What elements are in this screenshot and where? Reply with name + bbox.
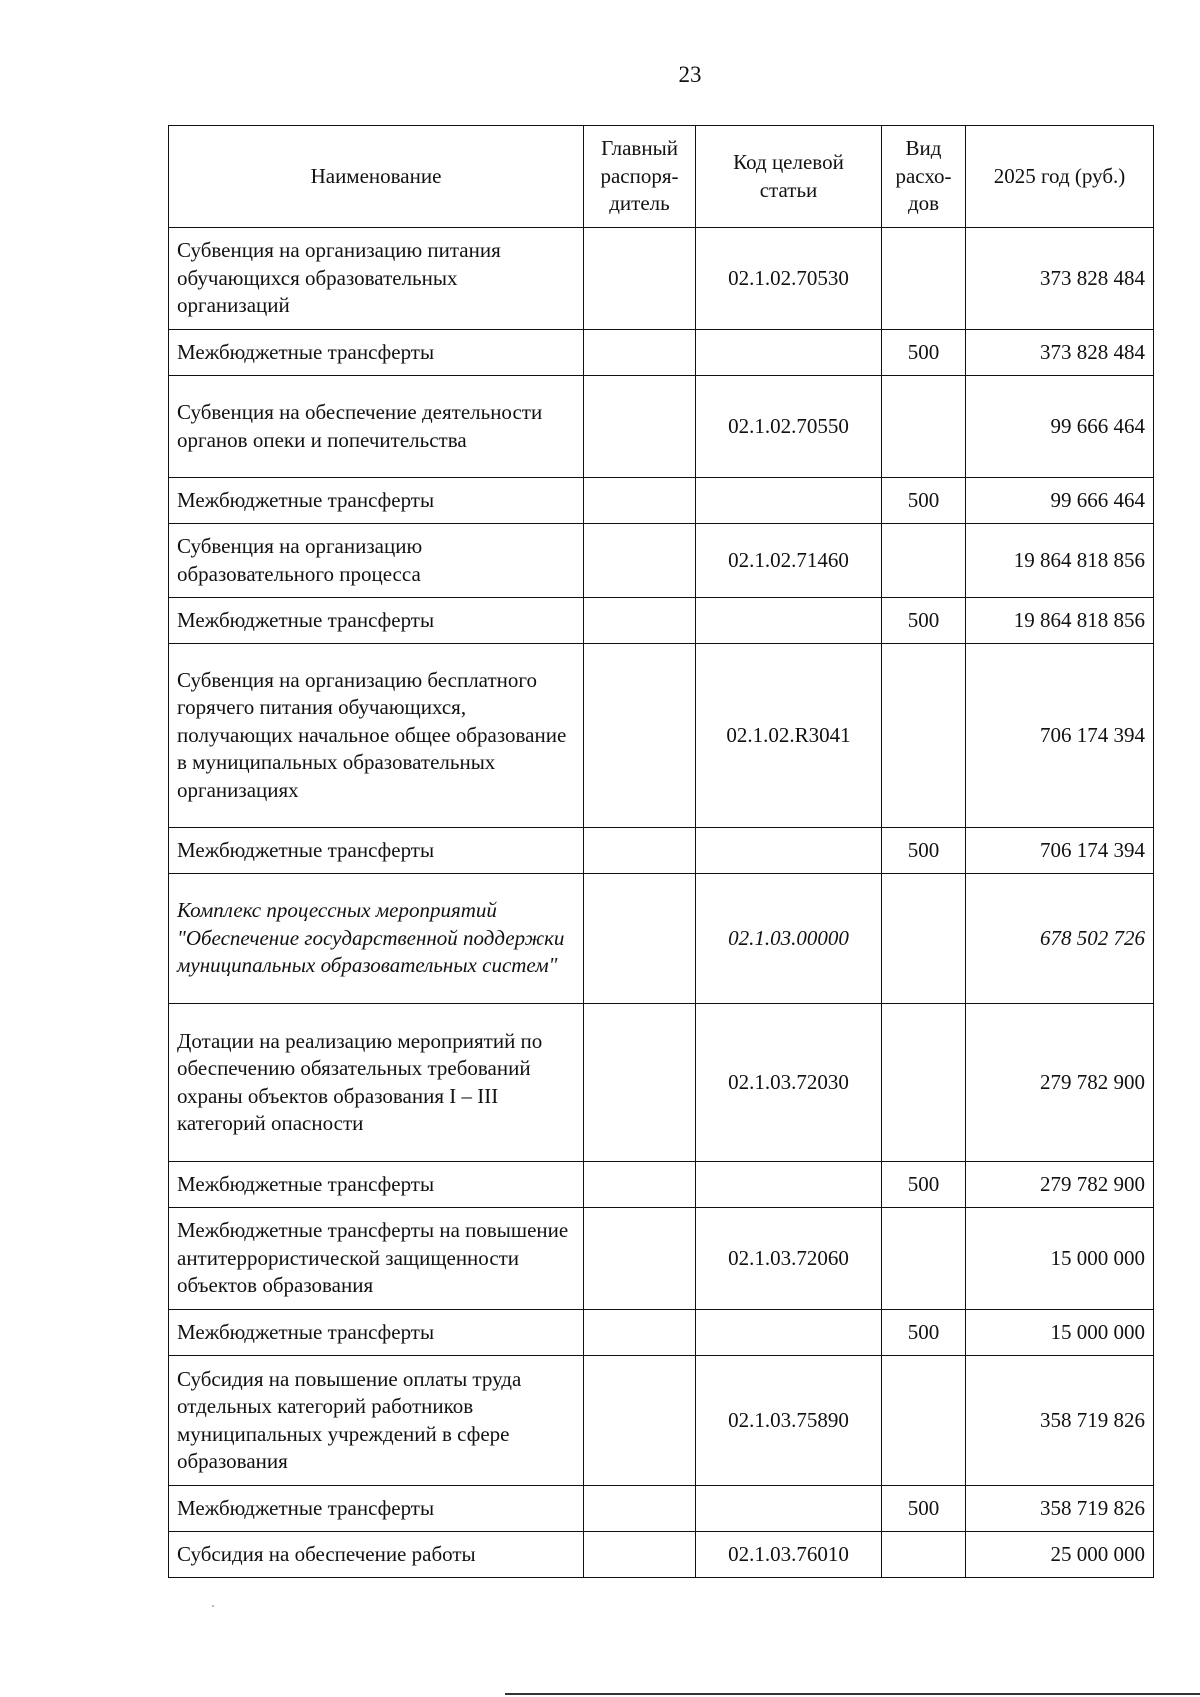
row-code-cell <box>696 828 882 874</box>
row-vid-cell: 500 <box>882 598 966 644</box>
table-header-row <box>169 126 1154 228</box>
header-vid: Вид расхо-дов <box>882 126 966 228</box>
row-vid-cell <box>882 874 966 1004</box>
row-vid-cell: 500 <box>882 1486 966 1532</box>
row-name-cell: Субсидия на обеспечение работы <box>169 1532 584 1578</box>
row-code-cell <box>696 1162 882 1208</box>
row-code-cell <box>696 330 882 376</box>
row-sum-cell: 279 782 900 <box>966 1162 1154 1208</box>
row-vid-cell <box>882 644 966 828</box>
row-vid-cell <box>882 376 966 478</box>
row-vid-cell <box>882 524 966 598</box>
row-grbs-cell <box>584 1004 696 1162</box>
row-name-cell: Межбюджетные трансферты <box>169 1162 584 1208</box>
row-name-cell: Межбюджетные трансферты <box>169 478 584 524</box>
table-row <box>169 1208 1154 1310</box>
row-name-cell: Межбюджетные трансферты <box>169 1310 584 1356</box>
row-code-cell <box>696 598 882 644</box>
table-row <box>169 1486 1154 1532</box>
table-row <box>169 228 1154 330</box>
row-name-cell: Субсидия на повышение оплаты труда отдельных категорий работников муниципальных учреждений в сфере образования <box>169 1356 584 1486</box>
row-sum-cell: 19 864 818 856 <box>966 524 1154 598</box>
row-name-cell: Субвенция на организацию образовательного процесса <box>169 524 584 598</box>
row-grbs-cell <box>584 828 696 874</box>
table-row <box>169 598 1154 644</box>
row-grbs-cell <box>584 1162 696 1208</box>
row-code-cell: 02.1.02.71460 <box>696 524 882 598</box>
table-row <box>169 1310 1154 1356</box>
row-sum-cell: 25 000 000 <box>966 1532 1154 1578</box>
header-code: Код целевой статьи <box>696 126 882 228</box>
scan-speck <box>212 1605 214 1607</box>
table-row <box>169 478 1154 524</box>
row-vid-cell: 500 <box>882 1162 966 1208</box>
row-sum-cell: 99 666 464 <box>966 376 1154 478</box>
row-code-cell: 02.1.03.75890 <box>696 1356 882 1486</box>
row-grbs-cell <box>584 330 696 376</box>
table-row <box>169 1356 1154 1486</box>
row-code-cell <box>696 1486 882 1532</box>
row-grbs-cell <box>584 1208 696 1310</box>
row-name-cell: Субвенция на организацию питания обучающихся образовательных организаций <box>169 228 584 330</box>
row-vid-cell <box>882 1004 966 1162</box>
row-grbs-cell <box>584 1356 696 1486</box>
row-sum-cell: 15 000 000 <box>966 1208 1154 1310</box>
page-number: 23 <box>678 62 702 87</box>
bottom-rule <box>505 1693 1200 1695</box>
table-row <box>169 1162 1154 1208</box>
row-vid-cell: 500 <box>882 828 966 874</box>
row-sum-cell: 678 502 726 <box>966 874 1154 1004</box>
row-sum-cell: 358 719 826 <box>966 1486 1154 1532</box>
header-grbs: Главный распоря-дитель <box>584 126 696 228</box>
table-row <box>169 1532 1154 1578</box>
row-name-cell: Межбюджетные трансферты <box>169 330 584 376</box>
row-name-cell: Межбюджетные трансферты <box>169 598 584 644</box>
row-name-cell: Субвенция на организацию бесплатного горячего питания обучающихся, получающих начальное общее образование в муниципальных образовательных организациях <box>169 644 584 828</box>
row-vid-cell <box>882 1356 966 1486</box>
row-sum-cell: 358 719 826 <box>966 1356 1154 1486</box>
table-row <box>169 524 1154 598</box>
row-sum-cell: 99 666 464 <box>966 478 1154 524</box>
row-grbs-cell <box>584 644 696 828</box>
row-sum-cell: 373 828 484 <box>966 330 1154 376</box>
table-row <box>169 874 1154 1004</box>
header-sum: 2025 год (руб.) <box>966 126 1154 228</box>
row-code-cell: 02.1.03.72030 <box>696 1004 882 1162</box>
row-grbs-cell <box>584 228 696 330</box>
row-grbs-cell <box>584 1486 696 1532</box>
row-name-cell: Межбюджетные трансферты <box>169 1486 584 1532</box>
row-code-cell: 02.1.03.00000 <box>696 874 882 1004</box>
row-vid-cell: 500 <box>882 478 966 524</box>
row-grbs-cell <box>584 598 696 644</box>
row-code-cell <box>696 1310 882 1356</box>
row-name-cell: Межбюджетные трансферты <box>169 828 584 874</box>
row-grbs-cell <box>584 376 696 478</box>
header-name: Наименование <box>169 126 584 228</box>
table-body <box>169 228 1154 1578</box>
row-grbs-cell <box>584 478 696 524</box>
row-vid-cell: 500 <box>882 1310 966 1356</box>
table-row <box>169 376 1154 478</box>
budget-table <box>168 125 1154 1578</box>
table-row <box>169 1004 1154 1162</box>
row-sum-cell: 706 174 394 <box>966 828 1154 874</box>
row-vid-cell: 500 <box>882 330 966 376</box>
table-row <box>169 828 1154 874</box>
row-grbs-cell <box>584 874 696 1004</box>
row-name-cell: Субвенция на обеспечение деятельности органов опеки и попечительства <box>169 376 584 478</box>
row-code-cell: 02.1.02.70550 <box>696 376 882 478</box>
table-row <box>169 330 1154 376</box>
row-name-cell: Комплекс процессных мероприятий "Обеспечение государственной поддержки муниципальных образовательных систем" <box>169 874 584 1004</box>
row-code-cell: 02.1.03.72060 <box>696 1208 882 1310</box>
row-sum-cell: 279 782 900 <box>966 1004 1154 1162</box>
row-code-cell: 02.1.02.70530 <box>696 228 882 330</box>
row-name-cell: Дотации на реализацию мероприятий по обеспечению обязательных требований охраны объектов образования I – III категорий опасности <box>169 1004 584 1162</box>
row-code-cell: 02.1.03.76010 <box>696 1532 882 1578</box>
row-grbs-cell <box>584 1532 696 1578</box>
row-vid-cell <box>882 1208 966 1310</box>
row-name-cell: Межбюджетные трансферты на повышение антитеррористической защищенности объектов образования <box>169 1208 584 1310</box>
row-code-cell: 02.1.02.R3041 <box>696 644 882 828</box>
row-vid-cell <box>882 228 966 330</box>
row-grbs-cell <box>584 524 696 598</box>
table-row <box>169 644 1154 828</box>
row-sum-cell: 706 174 394 <box>966 644 1154 828</box>
row-sum-cell: 373 828 484 <box>966 228 1154 330</box>
row-code-cell <box>696 478 882 524</box>
row-sum-cell: 15 000 000 <box>966 1310 1154 1356</box>
row-sum-cell: 19 864 818 856 <box>966 598 1154 644</box>
row-grbs-cell <box>584 1310 696 1356</box>
row-vid-cell <box>882 1532 966 1578</box>
